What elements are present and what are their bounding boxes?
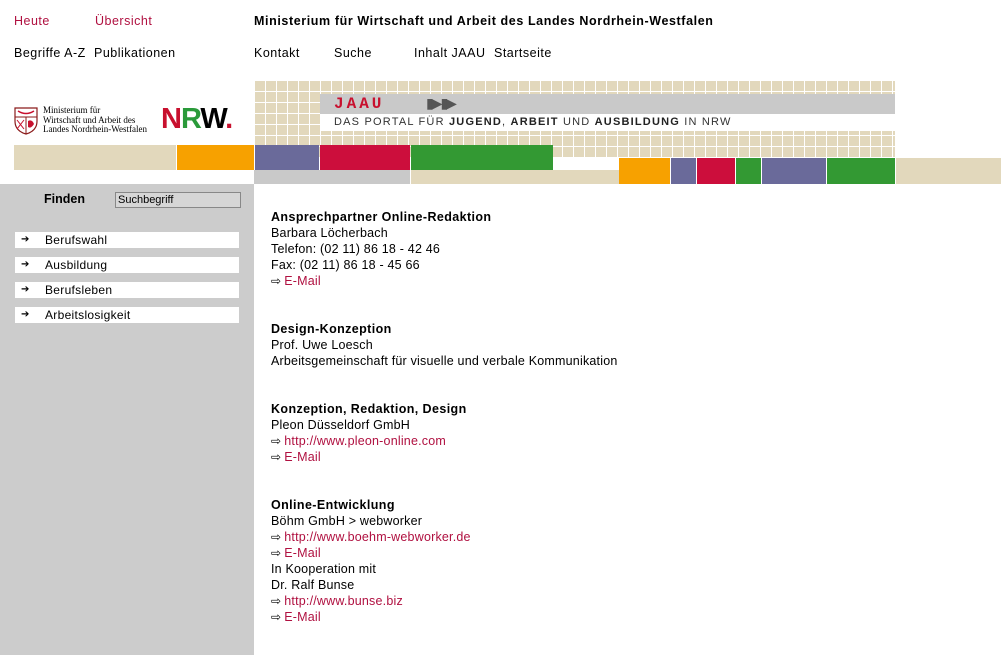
sidebar-item-berufsleben[interactable] (15, 282, 239, 298)
section-konzeption (271, 401, 991, 465)
jaau-banner[interactable] (320, 94, 895, 114)
sidebar-item-arbeitslosigkeit[interactable] (15, 307, 239, 323)
external-link-icon: ⇨ (271, 274, 282, 288)
ministry-logo[interactable] (14, 105, 254, 137)
sidebar-item-berufswahl[interactable] (15, 232, 239, 248)
arrow-right-icon: ➔ (21, 234, 30, 245)
arrow-right-icon: ➔ (21, 309, 30, 320)
section-heading: Design-Konzeption (271, 322, 392, 336)
contact-name: Prof. Uwe Loesch (271, 338, 373, 352)
section-heading: Konzeption, Redaktion, Design (271, 402, 467, 416)
sidebar-item-label: Berufswahl (45, 233, 108, 247)
stripe-segment (255, 145, 319, 170)
stripe-segment (736, 158, 761, 184)
contact-company: Böhm GmbH > webworker (271, 514, 423, 528)
stripe-segment (671, 158, 696, 184)
external-link-icon: ⇨ (271, 530, 282, 544)
stripe-segment (411, 145, 553, 170)
jaau-tagline-strip (320, 114, 895, 131)
stripe-segment (14, 145, 176, 170)
email-link[interactable]: E-Mail (284, 450, 321, 464)
website-link[interactable]: http://www.pleon-online.com (284, 434, 446, 448)
section-heading: Online-Entwicklung (271, 498, 395, 512)
contact-name: Dr. Ralf Bunse (271, 578, 355, 592)
sidebar-item-ausbildung[interactable] (15, 257, 239, 273)
nav-begriffe-link[interactable]: Begriffe A-Z (14, 46, 86, 60)
arrow-right-icon: ➔ (21, 284, 30, 295)
nav-startseite-link[interactable]: Startseite (494, 46, 552, 60)
external-link-icon: ⇨ (271, 434, 282, 448)
email-link[interactable]: E-Mail (284, 546, 321, 560)
external-link-icon: ⇨ (271, 546, 282, 560)
external-link-icon: ⇨ (271, 594, 282, 608)
sidebar-item-label: Arbeitslosigkeit (45, 308, 131, 322)
contact-name: Barbara Löcherbach (271, 226, 388, 240)
sidebar-item-label: Berufsleben (45, 283, 113, 297)
nav-kontakt-link[interactable]: Kontakt (254, 46, 300, 60)
ministry-logo-text: Ministerium für Wirtschaft und Arbeit des Landes Nordrhein-Westfalen (43, 105, 147, 134)
stripe-segment (411, 170, 619, 184)
coat-of-arms-icon (14, 107, 38, 135)
sidebar (0, 184, 254, 655)
nrw-logo: NRW. (161, 103, 233, 135)
external-link-icon: ⇨ (271, 610, 282, 624)
section-online-redaktion (271, 209, 991, 289)
contact-phone: Telefon: (02 11) 86 18 - 42 46 (271, 242, 441, 256)
external-link-icon: ⇨ (271, 450, 282, 464)
contact-company: Pleon Düsseldorf GmbH (271, 418, 410, 432)
sidebar-item-label: Ausbildung (45, 258, 108, 272)
stripe-segment (320, 145, 410, 170)
finden-label: Finden (44, 192, 85, 206)
contact-organization: Arbeitsgemeinschaft für visuelle und verbale Kommunikation (271, 354, 618, 368)
stripe-segment (697, 158, 735, 184)
stripe-segment (619, 158, 670, 184)
nav-heute-link[interactable]: Heute (14, 14, 50, 28)
nav-publikationen-link[interactable]: Publikationen (94, 46, 176, 60)
jaau-tagline: DAS PORTAL FÜR JUGEND, ARBEIT UND AUSBILDUNG IN NRW (334, 116, 732, 128)
main-content (271, 209, 991, 657)
section-design-konzeption (271, 321, 991, 369)
stripe-segment (762, 158, 826, 184)
jaau-arrow-icon: ▮▶▮▶ (426, 96, 455, 112)
nav-uebersicht-link[interactable]: Übersicht (95, 14, 153, 28)
section-heading: Ansprechpartner Online-Redaktion (271, 210, 492, 224)
cooperation-text: In Kooperation mit (271, 562, 377, 576)
email-link[interactable]: E-Mail (284, 274, 321, 288)
website-link[interactable]: http://www.bunse.biz (284, 594, 403, 608)
section-online-entwicklung (271, 497, 991, 625)
nav-inhalt-link[interactable]: Inhalt JAAU (414, 46, 486, 60)
ministry-title: Ministerium für Wirtschaft und Arbeit des Landes Nordrhein-Westfalen (254, 14, 714, 28)
search-input[interactable]: Suchbegriff (115, 192, 241, 208)
email-link[interactable]: E-Mail (284, 610, 321, 624)
website-link[interactable]: http://www.boehm-webworker.de (284, 530, 471, 544)
contact-fax: Fax: (02 11) 86 18 - 45 66 (271, 258, 420, 272)
nav-suche-link[interactable]: Suche (334, 46, 372, 60)
arrow-right-icon: ➔ (21, 259, 30, 270)
stripe-segment (827, 158, 895, 184)
stripe-segment (896, 158, 1001, 184)
stripe-segment (254, 170, 410, 184)
jaau-logo: JAAU (334, 95, 385, 113)
stripe-segment (177, 145, 254, 170)
